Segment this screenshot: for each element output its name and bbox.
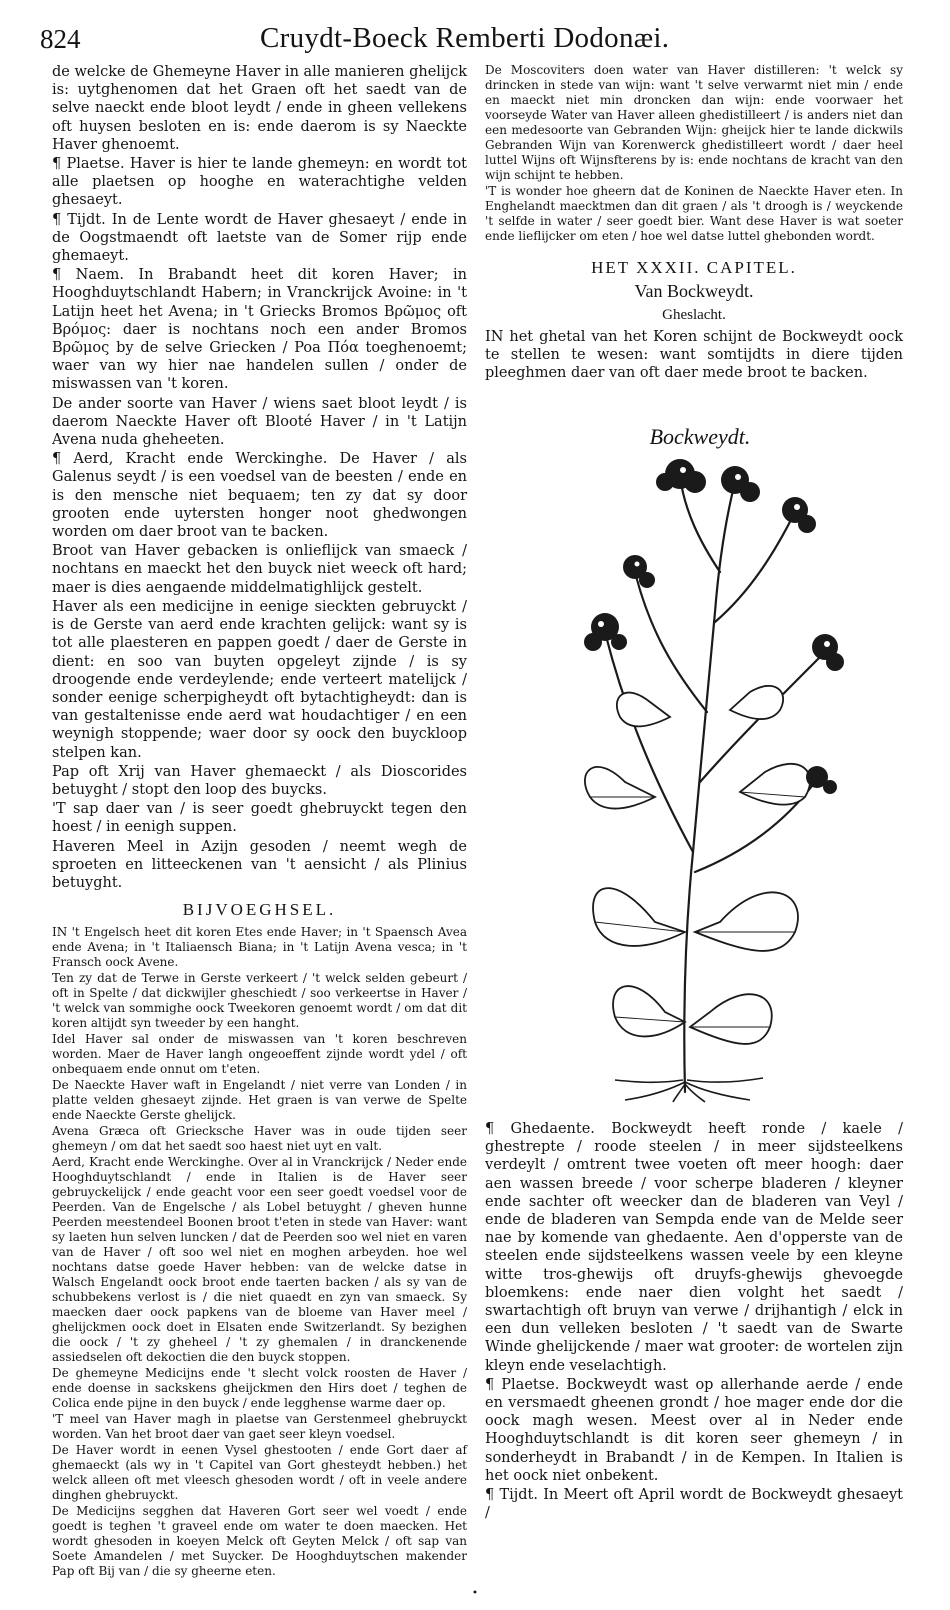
paragraph: 'T sap daer van / is seer goedt ghebruyckt tegen den hoest / in eenigh suppen. <box>52 801 467 836</box>
paragraph: 'T meel van Haver magh in plaetse van Gerstenmeel ghebruyckt worden. Van het broot daer van gaet seer kleyn voedsel. <box>52 1411 467 1441</box>
paragraph: de welcke de Ghemeyne Haver in alle manieren ghelijck is: uytghenomen dat het Graen oft het saedt van de selve naeckt ende bloot leydt / ende in gheen vellekens oft huysen besloten en is: ende daerom is sy Naeckte Haver ghenoemt. <box>52 64 467 153</box>
plant-caption: Bockweydt. <box>649 424 751 449</box>
buckwheat-woodcut-illustration <box>535 452 865 1102</box>
paragraph: Haver als een medicijne in eenige sieckten gebruyckt / is de Gerste van aerd ende krachten gelijck: want sy is tot alle plaesteren en pappen goedt / daer de Gerste in dient: en soo van buyten opgeleyt zijnde / is sy droogende ende verdeylende; ende verteert matelijck / sonder eenige scherpigheydt oft bytachtigheydt: dan is van gestaltenisse ende aerd wat houdachtiger / en een weynigh stoppende; waer door sy oock den buyckloop stelpen kan. <box>52 598 467 761</box>
section-title: BIJVOEGHSEL. <box>182 900 337 920</box>
right-column-top <box>485 63 903 383</box>
paragraph: ¶ Naem. In Brabandt heet dit koren Haver; in Hooghduytschlandt Habern; in Vranckrijck Avoine: in 't Latijn heet het Avena; in 't Griecks Bromos Βρῶμος oft Βρόμος: daer is nochtans noch een ander Bromos Βρῶμος by de selve Griecken / Poa Πόα toeghenoemt; waer van wy hier nae handelen sullen / onder de miswassen van 't koren. <box>52 267 467 393</box>
paragraph: IN het ghetal van het Koren schijnt de Bockweydt oock te stellen te wesen: want somtijdts in diere tijden pleeghmen daer van oft daer mede broot te backen. <box>485 328 903 381</box>
paragraph: Idel Haver sal onder de miswassen van 't koren beschreven worden. Maer de Haver langh ongeoeffent zijnde wordt ydel / oft onbequaem ende onnut om t'eten. <box>52 1031 467 1076</box>
running-title: Cruydt-Boeck Remberti Dodonæi. <box>260 22 670 54</box>
footer-mark: • <box>472 1588 478 1599</box>
paragraph: Aerd, Kracht ende Werckinghe. Over al in Vranckrijck / Neder ende Hooghduytschlandt / ende in Italien is de Haver seer gebruyckelijck / ende geacht voor een seer goedt voedsel voor de Peerden. Van de Engelsche / als Lobel betuyght / gheven hunne Peerden meestendeel Boonen broot t'eten in stede van Haver: want sy laeten hun selven luncken / dat de Peerden soo wel niet en varen van de Haver / oft soo wel niet en moghen arbeyden. hoe wel nochtans datse goede Haver hebben: van de welcke datse in Walsch Engelandt oock broot ende taerten backen / als sy van de schubbekens verlost is / die niet quaedt en zyn van smaeck. Sy maecken daer oock papkens van de bloeme van Haver meel / ghelijckmen oock doet in Elsaten ende Switzerlandt. Sy bezighen die oock / 't zy gheheel / 't zy ghemalen / in dranckenende assiedselen oft dekoctien die den buyck stoppen. <box>52 1154 467 1364</box>
paragraph: ¶ Tijdt. In Meert oft April wordt de Bockweydt ghesaeyt / <box>485 1487 903 1522</box>
paragraph: ¶ Aerd, Kracht ende Werckinghe. De Haver / als Galenus seydt / is een voedsel van de beesten / ende en is den mensche niet bequaem; ten zy dat sy door grooten ende uytersten honger noot ghedwongen worden om daer broot van te backen. <box>52 451 467 541</box>
paragraph: ¶ Ghedaente. Bockweydt heeft ronde / kaele / ghestrepte / roode steelen / in meer sijdsteelkens verdeylt / omtrent twee voeten oft meer hoogh: daer aen wassen breede / voor scherpe bladeren / kleyner ende sachter oft weecker dan de bladeren van Veyl / ende de bladeren van Sempda ende van de Melde seer nae by komende van ghedaente. Aen d'opperste van de steelen ende sijdsteelkens wassen veele by een kleyne witte tros-ghewijs oft druyfs-ghewijs ghevoegde bloemkens: ende naer dien volght het saedt / swartachtigh oft bruyn van verwe / drijhantigh / elck in een dun velleken besloten / 't saedt van de Swarte Winde ghelijckende / maer wat grooter: de wortelen zijn kleyn ende veselachtigh. <box>485 1121 903 1374</box>
left-column <box>52 63 467 1578</box>
right-column-bottom <box>485 1120 903 1522</box>
paragraph: De Moscoviters doen water van Haver distilleren: 't welck sy drincken in stede van wijn: want 't selve verwarmt niet min / ende en maeckt niet min droncken dan wijn: ende voorwaer het voorseyde Water van Haver alleen ghedistilleert / is anders niet dan een medesoorte van Gebranden Wijn: gheijck hier te lande dickwils Gebranden Wijn van Korenwerck ghedistilleert wordt / daer heel luttel Wijns oft Wijnsfterens by is: ende nochtans de kracht van den wijn schijnt te hebben. <box>485 63 903 182</box>
paragraph: Pap oft Xrij van Haver ghemaeckt / als Dioscorides betuyght / stopt den loop des buycks. <box>52 763 467 798</box>
paragraph: 'T is wonder hoe gheern dat de Koninen de Naeckte Haver eten. In Enghelandt maecktmen dan dit graen / als 't droogh is / weyckende 't selfde in water / seer goedt bier. Want dese Haver is wat soeter ende lieflijcker om eten / hoe wel datse luttel ghebonden wordt. <box>485 184 903 243</box>
paragraph: Ten zy dat de Terwe in Gerste verkeert / 't welck selden gebeurt / oft in Spelte / dat dickwijler gheschiedt / soo verkeertse in Haver / 't welck van sommighe oock Tweekoren genoemt wordt / om dat dit koren altijdt syn tweeder by een hanght. <box>52 970 467 1030</box>
page-number: 824 <box>40 24 81 54</box>
paragraph: De Haver wordt in eenen Vysel ghestooten / ende Gort daer af ghemaeckt (als wy in 't Capitel van Gort ghesteydt hebben.) het welck alleen oft met vleesch ghesoden wordt / oft in veele andere dinghen ghebruyckt. <box>52 1442 467 1502</box>
paragraph: Avena Græca oft Griecksche Haver was in oude tijden seer ghemeyn / om dat het saedt soo haest niet uyt en valt. <box>52 1123 467 1153</box>
paragraph: ¶ Plaetse. Bockweydt wast op allerhande aerde / ende en versmaedt gheenen grondt / hoe mager ende dor die oock magh wesen. Meest over al in Neder ende Hooghduytschlandt is dit koren seer ghemeyn / in sonderheydt in Brabandt / in de Kempen. In Italien is het oock niet onbekent. <box>485 1376 903 1484</box>
paragraph: Broot van Haver gebacken is onlieflijck van smaeck / nochtans en maeckt het den buyck niet weeck oft hard; maer is dies aengaende middelmatighlijck gestelt. <box>52 543 467 596</box>
paragraph: De ghemeyne Medicijns ende 't slecht volck roosten de Haver / ende doense in sackskens gheijckmen den Hirs doet / teghen de Colica ende pijne in den buyck / ende legghense warme daer op. <box>52 1365 467 1410</box>
paragraph: Haveren Meel in Azijn gesoden / neemt wegh de sproeten en litteeckenen van 't aensicht / als Plinius betuyght. <box>52 838 467 891</box>
subsection-label: Gheslacht. <box>662 307 726 323</box>
paragraph: ¶ Plaetse. Haver is hier te lande ghemeyn: en wordt tot alle plaetsen op hooghe en waterachtighe velden ghesaeyt. <box>52 156 467 209</box>
paragraph: ¶ Tijdt. In de Lente wordt de Haver ghesaeyt / ende in de Oogstmaendt oft laetste van de Somer rijp ende ghemaeyt. <box>52 211 467 265</box>
paragraph: De ander soorte van Haver / wiens saet bloot leydt / is daerom Naeckte Haver oft Blooté Haver / in 't Latijn Avena nuda gheheeten. <box>52 395 467 449</box>
chapter-title: Van Bockweydt. <box>634 280 754 301</box>
chapter-heading: HET XXXII. CAPITEL. <box>591 258 797 277</box>
paragraph: De Naeckte Haver waft in Engelandt / niet verre van Londen / in platte velden ghesaeyt zijnde. Het graen is van verwe de Spelte ende Naeckte Gerste ghelijck. <box>52 1077 467 1122</box>
paragraph: IN 't Engelsch heet dit koren Etes ende Haver; in 't Spaensch Avea ende Avena; in 't Italiaensch Biana; in 't Latijn Avena vesca; in 't Fransch oock Avene. <box>52 924 467 969</box>
paragraph: De Medicijns segghen dat Haveren Gort seer wel voedt / ende goedt is teghen 't graveel ende om water te doen maecken. Het wordt ghesoden in koeyen Melck oft Geyten Melck / oft sap van Soete Amandelen / met Suycker. De Hooghduytschen makender Pap oft Bij van / die sy gheerne eten. <box>52 1503 467 1578</box>
